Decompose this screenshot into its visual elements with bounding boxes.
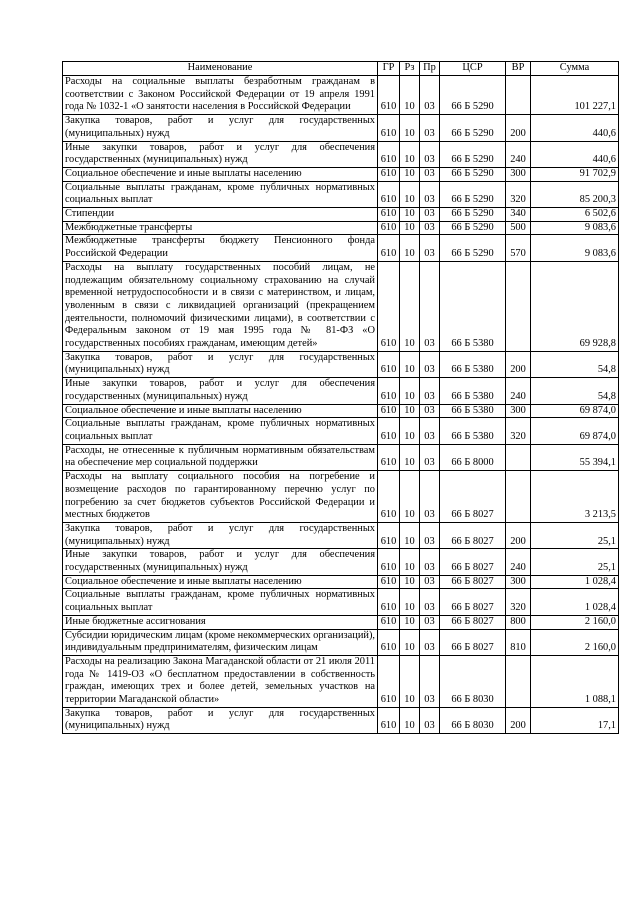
cell-csr: 66 Б 5380	[440, 378, 506, 404]
cell-vr	[506, 261, 531, 351]
header-vr: ВР	[506, 62, 531, 76]
table-row	[63, 575, 619, 589]
cell-csr: 66 Б 8027	[440, 522, 506, 548]
cell-csr: 66 Б 8027	[440, 549, 506, 575]
cell-name: Закупка товаров, работ и услуг для государственных (муниципальных) нужд	[63, 115, 378, 141]
cell-rz: 10	[400, 235, 420, 261]
cell-pr: 03	[420, 522, 440, 548]
cell-gr: 610	[378, 141, 400, 167]
table-row	[63, 141, 619, 167]
cell-gr: 610	[378, 629, 400, 655]
document-page	[62, 61, 619, 734]
cell-pr: 03	[420, 167, 440, 181]
cell-rz: 10	[400, 471, 420, 523]
table-row	[63, 629, 619, 655]
cell-sum: 91 702,9	[531, 167, 619, 181]
cell-vr: 200	[506, 707, 531, 733]
cell-vr: 810	[506, 629, 531, 655]
cell-rz: 10	[400, 615, 420, 629]
cell-vr: 320	[506, 181, 531, 207]
cell-pr: 03	[420, 141, 440, 167]
cell-sum: 440,6	[531, 115, 619, 141]
cell-pr: 03	[420, 629, 440, 655]
header-rz: Рз	[400, 62, 420, 76]
cell-gr: 610	[378, 378, 400, 404]
cell-vr	[506, 655, 531, 707]
table-header-row	[63, 62, 619, 76]
cell-rz: 10	[400, 378, 420, 404]
cell-sum: 54,8	[531, 351, 619, 377]
cell-pr: 03	[420, 208, 440, 222]
cell-rz: 10	[400, 404, 420, 418]
cell-csr: 66 Б 5290	[440, 141, 506, 167]
cell-rz: 10	[400, 208, 420, 222]
cell-pr: 03	[420, 471, 440, 523]
cell-sum: 25,1	[531, 522, 619, 548]
cell-rz: 10	[400, 141, 420, 167]
cell-csr: 66 Б 5380	[440, 351, 506, 377]
table-row	[63, 615, 619, 629]
table-row	[63, 418, 619, 444]
table-row	[63, 378, 619, 404]
cell-pr: 03	[420, 615, 440, 629]
cell-pr: 03	[420, 418, 440, 444]
cell-csr: 66 Б 5290	[440, 167, 506, 181]
cell-sum: 2 160,0	[531, 629, 619, 655]
table-row	[63, 235, 619, 261]
cell-csr: 66 Б 5290	[440, 181, 506, 207]
cell-csr: 66 Б 5290	[440, 76, 506, 115]
cell-gr: 610	[378, 418, 400, 444]
table-row	[63, 351, 619, 377]
header-csr: ЦСР	[440, 62, 506, 76]
cell-gr: 610	[378, 76, 400, 115]
cell-gr: 610	[378, 549, 400, 575]
cell-name: Стипендии	[63, 208, 378, 222]
cell-name: Иные закупки товаров, работ и услуг для обеспечения государственных (муниципальных) нужд	[63, 378, 378, 404]
table-row	[63, 707, 619, 733]
cell-rz: 10	[400, 444, 420, 470]
cell-pr: 03	[420, 221, 440, 235]
cell-pr: 03	[420, 404, 440, 418]
cell-csr: 66 Б 5290	[440, 221, 506, 235]
cell-name: Иные бюджетные ассигнования	[63, 615, 378, 629]
cell-sum: 1 028,4	[531, 589, 619, 615]
table-row	[63, 181, 619, 207]
header-pr: Пр	[420, 62, 440, 76]
cell-sum: 69 874,0	[531, 418, 619, 444]
cell-gr: 610	[378, 615, 400, 629]
cell-rz: 10	[400, 115, 420, 141]
table-row	[63, 208, 619, 222]
cell-gr: 610	[378, 235, 400, 261]
cell-name: Расходы, не отнесенные к публичным нормативным обязательствам на обеспечение мер социальной поддержки	[63, 444, 378, 470]
cell-gr: 610	[378, 575, 400, 589]
cell-vr: 200	[506, 522, 531, 548]
cell-vr: 240	[506, 549, 531, 575]
cell-rz: 10	[400, 418, 420, 444]
cell-name: Социальные выплаты гражданам, кроме публичных нормативных социальных выплат	[63, 418, 378, 444]
table-row	[63, 76, 619, 115]
cell-gr: 610	[378, 522, 400, 548]
cell-name: Социальное обеспечение и иные выплаты населению	[63, 404, 378, 418]
cell-csr: 66 Б 5290	[440, 208, 506, 222]
table-row	[63, 221, 619, 235]
cell-vr: 800	[506, 615, 531, 629]
cell-name: Социальные выплаты гражданам, кроме публичных нормативных социальных выплат	[63, 589, 378, 615]
table-row	[63, 589, 619, 615]
cell-vr: 240	[506, 378, 531, 404]
table-row	[63, 549, 619, 575]
cell-rz: 10	[400, 181, 420, 207]
cell-sum: 55 394,1	[531, 444, 619, 470]
cell-gr: 610	[378, 221, 400, 235]
cell-gr: 610	[378, 261, 400, 351]
cell-sum: 9 083,6	[531, 221, 619, 235]
cell-rz: 10	[400, 655, 420, 707]
cell-sum: 101 227,1	[531, 76, 619, 115]
cell-vr: 570	[506, 235, 531, 261]
cell-name: Закупка товаров, работ и услуг для государственных (муниципальных) нужд	[63, 707, 378, 733]
cell-vr: 300	[506, 167, 531, 181]
cell-name: Иные закупки товаров, работ и услуг для обеспечения государственных (муниципальных) нужд	[63, 141, 378, 167]
table-row	[63, 444, 619, 470]
cell-name: Расходы на реализацию Закона Магаданской области от 21 июля 2011 года № 1419-ОЗ «О бесплатном предоставлении в собственность граждан, имеющих трех и более детей, земельных участков на территории Магаданской области»	[63, 655, 378, 707]
cell-rz: 10	[400, 589, 420, 615]
cell-pr: 03	[420, 707, 440, 733]
cell-rz: 10	[400, 76, 420, 115]
cell-vr: 500	[506, 221, 531, 235]
cell-name: Межбюджетные трансферты	[63, 221, 378, 235]
cell-pr: 03	[420, 351, 440, 377]
cell-csr: 66 Б 8027	[440, 615, 506, 629]
cell-name: Субсидии юридическим лицам (кроме некоммерческих организаций), индивидуальным предпринимателям, физическим лицам	[63, 629, 378, 655]
cell-rz: 10	[400, 221, 420, 235]
cell-sum: 85 200,3	[531, 181, 619, 207]
cell-csr: 66 Б 5290	[440, 235, 506, 261]
cell-pr: 03	[420, 115, 440, 141]
cell-vr	[506, 444, 531, 470]
cell-vr: 320	[506, 589, 531, 615]
cell-sum: 1 028,4	[531, 575, 619, 589]
cell-sum: 1 088,1	[531, 655, 619, 707]
cell-vr: 320	[506, 418, 531, 444]
cell-sum: 9 083,6	[531, 235, 619, 261]
cell-name: Социальное обеспечение и иные выплаты населению	[63, 575, 378, 589]
cell-name: Закупка товаров, работ и услуг для государственных (муниципальных) нужд	[63, 522, 378, 548]
header-gr: ГР	[378, 62, 400, 76]
cell-name: Межбюджетные трансферты бюджету Пенсионного фонда Российской Федерации	[63, 235, 378, 261]
table-row	[63, 522, 619, 548]
cell-pr: 03	[420, 76, 440, 115]
cell-pr: 03	[420, 181, 440, 207]
cell-vr: 200	[506, 115, 531, 141]
budget-table	[62, 61, 619, 734]
cell-rz: 10	[400, 351, 420, 377]
cell-gr: 610	[378, 115, 400, 141]
cell-gr: 610	[378, 181, 400, 207]
cell-gr: 610	[378, 351, 400, 377]
cell-sum: 25,1	[531, 549, 619, 575]
cell-sum: 2 160,0	[531, 615, 619, 629]
cell-sum: 440,6	[531, 141, 619, 167]
cell-csr: 66 Б 5380	[440, 418, 506, 444]
cell-gr: 610	[378, 444, 400, 470]
cell-vr: 240	[506, 141, 531, 167]
cell-gr: 610	[378, 655, 400, 707]
table-row	[63, 655, 619, 707]
cell-csr: 66 Б 5290	[440, 115, 506, 141]
cell-name: Расходы на выплату государственных пособий лицам, не подлежащим обязательному социальному страхованию на случай временной нетрудоспособности и в связи с материнством, и лицам, уволенным в связи с ликвидацией организаций (прекращением деятельности, полномочий физическими лицами), в соответствии с Федеральным законом от 19 мая 1995 года № 81-ФЗ «О государственных пособиях гражданам, имеющим детей»	[63, 261, 378, 351]
cell-gr: 610	[378, 167, 400, 181]
cell-pr: 03	[420, 444, 440, 470]
table-row	[63, 167, 619, 181]
cell-vr: 300	[506, 575, 531, 589]
cell-name: Иные закупки товаров, работ и услуг для обеспечения государственных (муниципальных) нужд	[63, 549, 378, 575]
cell-csr: 66 Б 8030	[440, 707, 506, 733]
cell-sum: 69 928,8	[531, 261, 619, 351]
cell-csr: 66 Б 5380	[440, 261, 506, 351]
cell-vr: 200	[506, 351, 531, 377]
table-body	[63, 76, 619, 734]
cell-sum: 6 502,6	[531, 208, 619, 222]
cell-gr: 610	[378, 208, 400, 222]
cell-csr: 66 Б 8027	[440, 589, 506, 615]
cell-pr: 03	[420, 235, 440, 261]
table-row	[63, 471, 619, 523]
cell-csr: 66 Б 8027	[440, 471, 506, 523]
cell-rz: 10	[400, 522, 420, 548]
table-row	[63, 404, 619, 418]
cell-csr: 66 Б 5380	[440, 404, 506, 418]
cell-rz: 10	[400, 575, 420, 589]
cell-sum: 54,8	[531, 378, 619, 404]
table-row	[63, 115, 619, 141]
cell-pr: 03	[420, 575, 440, 589]
cell-name: Социальное обеспечение и иные выплаты населению	[63, 167, 378, 181]
cell-rz: 10	[400, 261, 420, 351]
header-name: Наименование	[63, 62, 378, 76]
cell-pr: 03	[420, 655, 440, 707]
cell-csr: 66 Б 8027	[440, 575, 506, 589]
cell-pr: 03	[420, 261, 440, 351]
header-sum: Сумма	[531, 62, 619, 76]
cell-sum: 69 874,0	[531, 404, 619, 418]
cell-name: Расходы на выплату социального пособия на погребение и возмещение расходов по гарантированному перечню услуг по погребению за счет бюджетов субъектов Российской Федерации и местных бюджетов	[63, 471, 378, 523]
cell-pr: 03	[420, 549, 440, 575]
cell-gr: 610	[378, 589, 400, 615]
cell-vr: 340	[506, 208, 531, 222]
cell-rz: 10	[400, 167, 420, 181]
cell-vr	[506, 76, 531, 115]
cell-vr: 300	[506, 404, 531, 418]
cell-pr: 03	[420, 589, 440, 615]
cell-csr: 66 Б 8027	[440, 629, 506, 655]
cell-sum: 17,1	[531, 707, 619, 733]
cell-vr	[506, 471, 531, 523]
cell-name: Социальные выплаты гражданам, кроме публичных нормативных социальных выплат	[63, 181, 378, 207]
cell-pr: 03	[420, 378, 440, 404]
cell-csr: 66 Б 8030	[440, 655, 506, 707]
cell-gr: 610	[378, 707, 400, 733]
cell-rz: 10	[400, 629, 420, 655]
table-row	[63, 261, 619, 351]
cell-name: Расходы на социальные выплаты безработным гражданам в соответствии с Законом Российской Федерации от 19 апреля 1991 года № 1032-1 «О занятости населения в Российской Федерации	[63, 76, 378, 115]
cell-csr: 66 Б 8000	[440, 444, 506, 470]
cell-name: Закупка товаров, работ и услуг для государственных (муниципальных) нужд	[63, 351, 378, 377]
cell-gr: 610	[378, 471, 400, 523]
cell-sum: 3 213,5	[531, 471, 619, 523]
cell-rz: 10	[400, 549, 420, 575]
cell-gr: 610	[378, 404, 400, 418]
cell-rz: 10	[400, 707, 420, 733]
